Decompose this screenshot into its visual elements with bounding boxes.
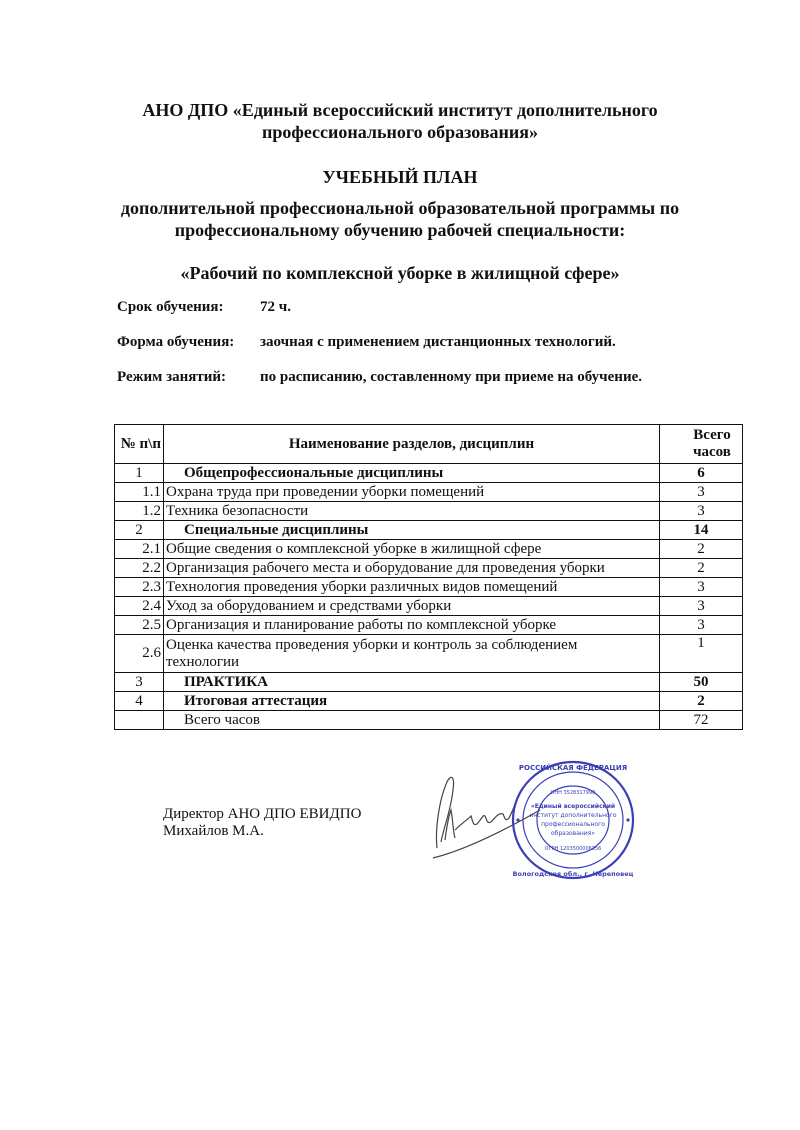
row-hours: 3 — [660, 502, 743, 521]
table-row — [115, 597, 743, 616]
schedule-row — [117, 369, 642, 386]
row-hours: 3 — [660, 616, 743, 635]
row-name: Охрана труда при проведении уборки помещений — [164, 483, 660, 502]
subtitle-line-1: дополнительной профессиональной образовательной программы по — [120, 198, 680, 218]
table-row — [115, 540, 743, 559]
row-hours: 3 — [660, 483, 743, 502]
row-name: Оценка качества проведения уборки и контроль за соблюдением технологии — [164, 635, 660, 673]
row-hours: 2 — [660, 692, 743, 711]
row-name: Итоговая аттестация — [164, 692, 660, 711]
signature-block — [163, 806, 361, 840]
row-hours: 72 — [660, 711, 743, 730]
form-row — [117, 334, 616, 351]
svg-text:институт дополнительного: институт дополнительного — [529, 812, 617, 819]
row-num: 1.1 — [115, 483, 164, 502]
table-row — [115, 502, 743, 521]
subtitle-line-2: профессиональному обучению рабочей специальности: — [174, 220, 626, 240]
org-line-2: профессионального образования» — [261, 122, 539, 142]
row-name: Техника безопасности — [164, 502, 660, 521]
table-row — [115, 635, 743, 673]
row-name: Специальные дисциплины — [164, 521, 660, 540]
table-row — [115, 692, 743, 711]
director-name: Михайлов М.А. — [163, 823, 264, 839]
svg-text:ИНН 3528317990: ИНН 3528317990 — [550, 790, 596, 796]
schedule-label: Режим занятий: — [117, 369, 227, 385]
table-header-row — [115, 425, 743, 464]
row-name: Уход за оборудованием и средствами уборки — [164, 597, 660, 616]
table-total-row — [115, 711, 743, 730]
svg-text:РОССИЙСКАЯ ФЕДЕРАЦИЯ: РОССИЙСКАЯ ФЕДЕРАЦИЯ — [518, 764, 628, 772]
row-name: Общепрофессиональные дисциплины — [164, 464, 660, 483]
row-num: 3 — [115, 673, 164, 692]
row-name: Общие сведения о комплексной уборке в жилищной сфере — [164, 540, 660, 559]
row-hours: 2 — [660, 540, 743, 559]
program-name: «Рабочий по комплексной уборке в жилищной сфере» — [180, 263, 620, 283]
table-row — [115, 464, 743, 483]
row-num — [115, 711, 164, 730]
row-hours: 2 — [660, 559, 743, 578]
row-name: ПРАКТИКА — [164, 673, 660, 692]
row-num: 2 — [115, 521, 164, 540]
table-row — [115, 616, 743, 635]
row-hours: 3 — [660, 578, 743, 597]
row-num: 2.2 — [115, 559, 164, 578]
svg-text:профессионального: профессионального — [541, 821, 605, 828]
row-name: Технология проведения уборки различных видов помещений — [164, 578, 660, 597]
row-num: 2.4 — [115, 597, 164, 616]
row-hours: 50 — [660, 673, 743, 692]
row-name: Организация и планирование работы по комплексной уборке — [164, 616, 660, 635]
svg-text:Вологодская обл., г. Череповец: Вологодская обл., г. Череповец — [512, 870, 634, 878]
header-num: № п\п — [115, 425, 164, 464]
svg-text:«Единый всероссийский: «Единый всероссийский — [530, 803, 616, 810]
curriculum-table — [114, 424, 743, 730]
duration-label: Срок обучения: — [117, 299, 224, 315]
header-name: Наименование разделов, дисциплин — [164, 425, 660, 464]
org-line-1: АНО ДПО «Единый всероссийский институт дополнительного — [142, 100, 658, 120]
row-name: Всего часов — [164, 711, 660, 730]
row-hours: 3 — [660, 597, 743, 616]
row-num: 4 — [115, 692, 164, 711]
table-row — [115, 559, 743, 578]
row-num: 1 — [115, 464, 164, 483]
svg-text:образования»: образования» — [550, 830, 596, 837]
row-name: Организация рабочего места и оборудование для проведения уборки — [164, 559, 660, 578]
table-row — [115, 521, 743, 540]
form-label: Форма обучения: — [117, 334, 235, 350]
table-row — [115, 578, 743, 597]
row-num: 2.5 — [115, 616, 164, 635]
schedule-value: по расписанию, составленному при приеме на обучение. — [260, 369, 642, 385]
row-hours: 1 — [660, 635, 743, 673]
organization-name — [0, 99, 800, 143]
table-row — [115, 673, 743, 692]
row-num: 2.6 — [115, 635, 164, 673]
official-stamp-icon — [508, 758, 638, 883]
duration-row — [117, 299, 291, 316]
row-hours: 6 — [660, 464, 743, 483]
header-hours: Всего часов — [660, 425, 743, 464]
director-position: Директор АНО ДПО ЕВИДПО — [163, 806, 362, 822]
duration-value: 72 ч. — [260, 299, 291, 315]
document-subtitle — [0, 197, 800, 241]
table-row — [115, 483, 743, 502]
form-value: заочная с применением дистанционных технологий. — [260, 334, 616, 350]
row-num: 2.1 — [115, 540, 164, 559]
document-title: УЧЕБНЫЙ ПЛАН — [322, 167, 478, 187]
row-num: 1.2 — [115, 502, 164, 521]
svg-text:ОГРН 1203500006356: ОГРН 1203500006356 — [544, 846, 602, 852]
row-hours: 14 — [660, 521, 743, 540]
row-num: 2.3 — [115, 578, 164, 597]
